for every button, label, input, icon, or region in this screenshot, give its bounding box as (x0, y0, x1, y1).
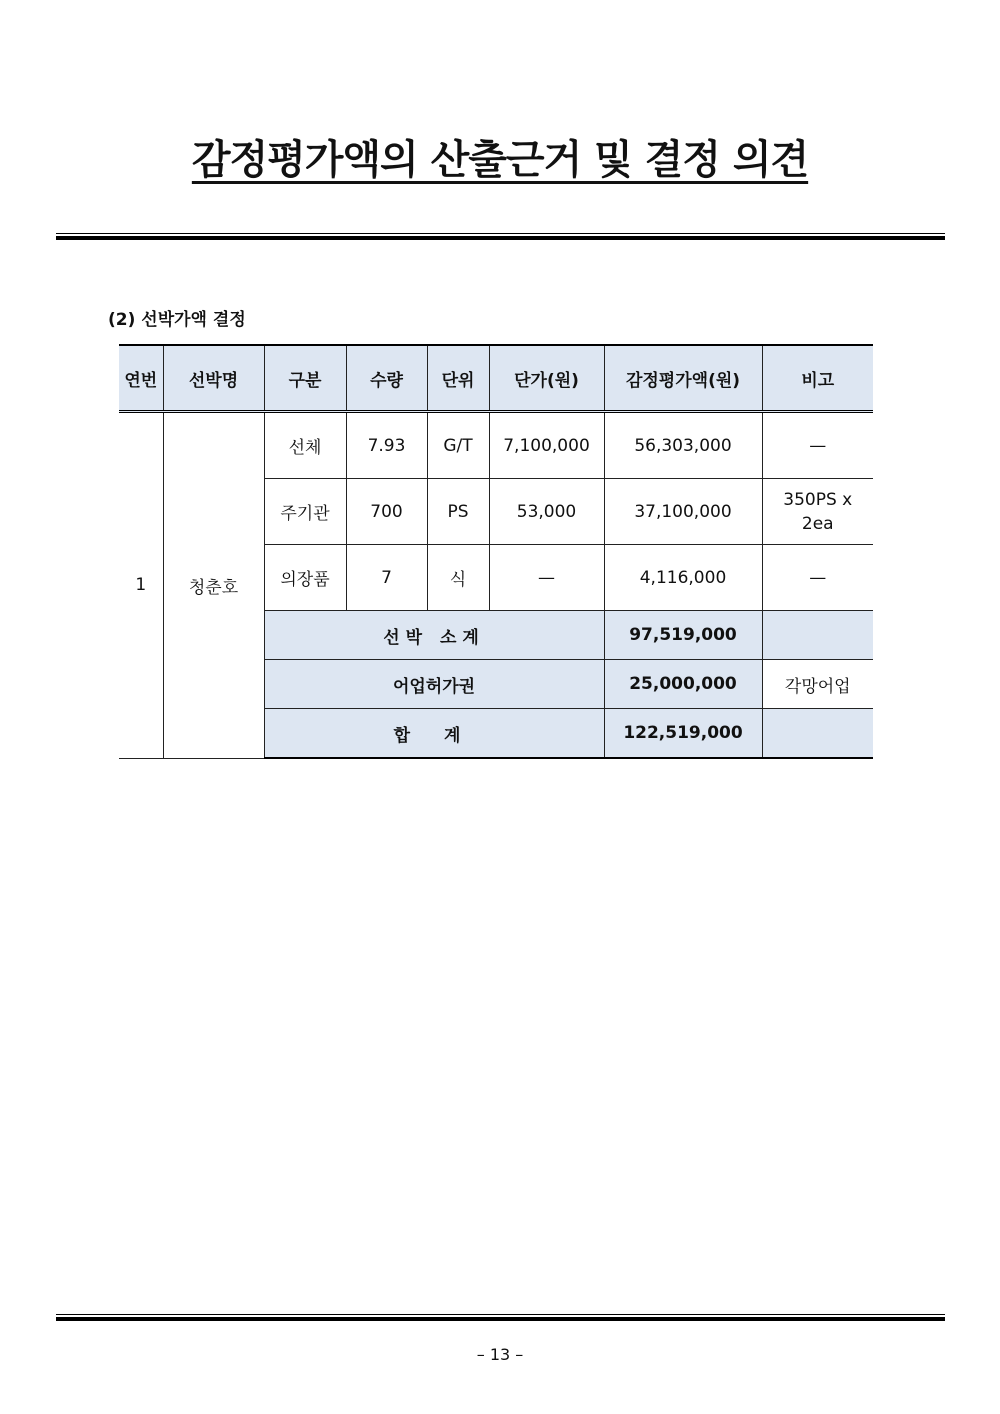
category-cell: 선체 (264, 412, 346, 479)
total-label: 합 계 (264, 709, 604, 759)
amount-cell: 56,303,000 (604, 412, 762, 479)
unit-cell: G/T (427, 412, 489, 479)
header-unit: 단위 (427, 345, 489, 412)
header-vessel-name: 선박명 (163, 345, 264, 412)
quantity-cell: 7.93 (346, 412, 427, 479)
vessel-appraisal-table (119, 344, 873, 759)
table-header-row (119, 345, 873, 412)
amount-cell: 37,100,000 (604, 479, 762, 545)
category-cell: 주기관 (264, 479, 346, 545)
subtotal-amount: 97,519,000 (604, 611, 762, 660)
header-serial: 연번 (119, 345, 163, 412)
header-remark: 비고 (762, 345, 873, 412)
unit-price-cell: 53,000 (489, 479, 604, 545)
unit-price-cell: 7,100,000 (489, 412, 604, 479)
subtotal-label: 선박 소계 (264, 611, 604, 660)
header-category: 구분 (264, 345, 346, 412)
header-unit-price: 단가(원) (489, 345, 604, 412)
page-number: – 13 – (476, 1345, 524, 1364)
remark-cell: — (762, 545, 873, 611)
header-quantity: 수량 (346, 345, 427, 412)
page-title: 감정평가액의 산출근거 및 결정 의견 (191, 137, 809, 183)
serial-cell: 1 (119, 412, 163, 759)
top-double-rule (56, 233, 945, 240)
license-remark: 각망어업 (762, 660, 873, 709)
license-label: 어업허가권 (264, 660, 604, 709)
section-label: (2) 선박가액 결정 (108, 310, 246, 330)
unit-cell: 식 (427, 545, 489, 611)
unit-price-cell: — (489, 545, 604, 611)
vessel-name-cell: 청춘호 (163, 412, 264, 759)
remark-cell: — (762, 412, 873, 479)
subtotal-remark (762, 611, 873, 660)
bottom-double-rule (56, 1314, 945, 1321)
license-amount: 25,000,000 (604, 660, 762, 709)
total-remark (762, 709, 873, 759)
category-cell: 의장품 (264, 545, 346, 611)
header-appraisal-amount: 감정평가액(원) (604, 345, 762, 412)
total-amount: 122,519,000 (604, 709, 762, 759)
quantity-cell: 700 (346, 479, 427, 545)
table-row (119, 412, 873, 479)
unit-cell: PS (427, 479, 489, 545)
quantity-cell: 7 (346, 545, 427, 611)
remark-cell: 350PS x 2ea (762, 479, 873, 545)
amount-cell: 4,116,000 (604, 545, 762, 611)
